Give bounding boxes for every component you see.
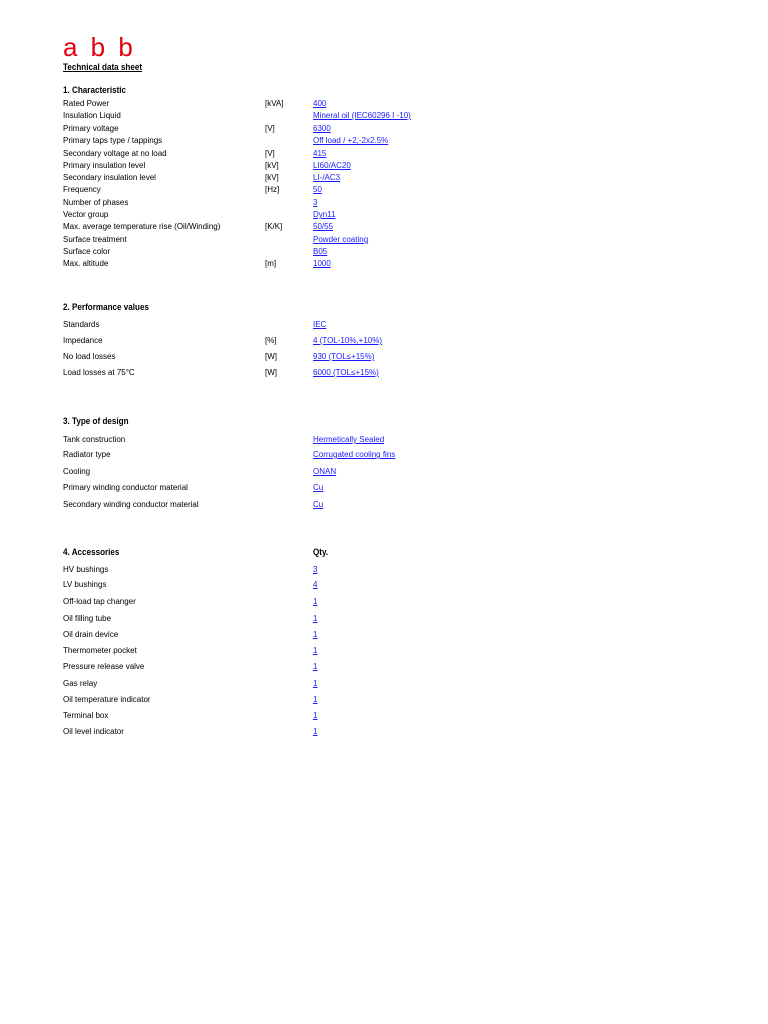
row-value-link[interactable]: Mineral oil (IEC60296 I -10)	[313, 111, 411, 120]
row-label: Primary insulation level	[63, 161, 146, 170]
table-row	[0, 351, 768, 362]
row-value-link[interactable]: 4	[313, 580, 318, 589]
table-row	[0, 710, 768, 721]
row-label: Primary winding conductor material	[63, 483, 188, 492]
row-unit: [kV]	[265, 173, 279, 182]
row-value-link[interactable]: LI-/AC3	[313, 173, 341, 182]
row-label: HV bushings	[63, 565, 109, 574]
row-unit: [Hz]	[265, 185, 280, 194]
row-label: Standards	[63, 320, 100, 329]
row-value-link[interactable]: 400	[313, 99, 327, 108]
table-row	[0, 613, 768, 624]
row-value-link[interactable]: 1	[313, 711, 318, 720]
section-title-performance: 2. Performance values	[63, 302, 150, 312]
row-label: No load losses	[63, 352, 116, 361]
table-row	[0, 466, 768, 477]
row-value-link[interactable]: Off load / +2,-2x2.5%	[313, 136, 389, 145]
section-title-design: 3. Type of design	[63, 416, 129, 426]
table-row	[0, 258, 768, 269]
row-value-link[interactable]: 50/55	[313, 222, 334, 231]
table-row	[0, 98, 768, 109]
row-label: Number of phases	[63, 198, 129, 207]
row-value-link[interactable]: 4 (TOL-10%,+10%)	[313, 336, 382, 345]
row-label: Pressure release valve	[63, 662, 145, 671]
table-row	[0, 184, 768, 195]
row-label: Surface treatment	[63, 235, 127, 244]
row-label: Max. average temperature rise (Oil/Winding)	[63, 222, 221, 231]
row-label: Gas relay	[63, 679, 98, 688]
section-title-characteristic: 1. Characteristic	[63, 85, 127, 95]
row-label: Insulation Liquid	[63, 111, 121, 120]
row-value-link[interactable]: 6000 (TOL≤+15%)	[313, 368, 379, 377]
table-row	[0, 319, 768, 330]
row-unit: [m]	[265, 259, 277, 268]
table-row	[0, 172, 768, 183]
row-label: Secondary winding conductor material	[63, 500, 199, 509]
table-row	[0, 234, 768, 245]
document-title: Technical data sheet	[63, 62, 143, 72]
section-title-accessories: 4. Accessories	[63, 547, 120, 557]
table-row	[0, 449, 768, 460]
row-value-link[interactable]: Corrugated cooling fins	[313, 450, 396, 459]
row-value-link[interactable]: Hermetically Sealed	[313, 435, 385, 444]
row-label: Secondary voltage at no load	[63, 149, 167, 158]
row-value-link[interactable]: 1	[313, 679, 318, 688]
row-label: Impedance	[63, 336, 103, 345]
row-value-link[interactable]: 3	[313, 565, 318, 574]
row-value-link[interactable]: 1	[313, 727, 318, 736]
row-value-link[interactable]: 1	[313, 630, 318, 639]
row-value-link[interactable]: 930 (TOL≤+15%)	[313, 352, 375, 361]
table-row	[0, 135, 768, 146]
table-row	[0, 482, 768, 493]
row-label: Load losses at 75°C	[63, 368, 135, 377]
row-label: Radiator type	[63, 450, 111, 459]
table-row	[0, 694, 768, 705]
row-value-link[interactable]: Cu	[313, 483, 324, 492]
table-row	[0, 160, 768, 171]
row-label: Oil drain device	[63, 630, 119, 639]
table-row	[0, 645, 768, 656]
row-value-link[interactable]: B05	[313, 247, 328, 256]
table-row	[0, 434, 768, 445]
row-label: Primary voltage	[63, 124, 119, 133]
row-value-link[interactable]: Powder coating	[313, 235, 369, 244]
table-row	[0, 335, 768, 346]
row-label: Surface color	[63, 247, 111, 256]
row-label: Off-load tap changer	[63, 597, 136, 606]
row-label: Terminal box	[63, 711, 109, 720]
row-unit: [W]	[265, 368, 277, 377]
row-value-link[interactable]: Cu	[313, 500, 324, 509]
qty-column-header: Qty.	[313, 547, 329, 557]
row-label: Oil level indicator	[63, 727, 124, 736]
table-row	[0, 499, 768, 510]
table-row	[0, 209, 768, 220]
row-label: LV bushings	[63, 580, 107, 589]
row-label: Oil temperature indicator	[63, 695, 151, 704]
row-unit: [%]	[265, 336, 277, 345]
row-value-link[interactable]: Dyn11	[313, 210, 336, 219]
row-label: Vector group	[63, 210, 109, 219]
row-value-link[interactable]: 1	[313, 662, 318, 671]
row-value-link[interactable]: 3	[313, 198, 318, 207]
table-row	[0, 197, 768, 208]
row-value-link[interactable]: 1000	[313, 259, 331, 268]
row-label: Thermometer pocket	[63, 646, 137, 655]
row-unit: [W]	[265, 352, 277, 361]
row-label: Frequency	[63, 185, 101, 194]
row-value-link[interactable]: 1	[313, 614, 318, 623]
row-label: Primary taps type / tappings	[63, 136, 163, 145]
row-unit: [V]	[265, 149, 275, 158]
table-row	[0, 246, 768, 257]
table-row	[0, 123, 768, 134]
row-label: Secondary insulation level	[63, 173, 156, 182]
table-row	[0, 579, 768, 590]
row-value-link[interactable]: 1	[313, 646, 318, 655]
table-row	[0, 564, 768, 575]
row-value-link[interactable]: LI60/AC20	[313, 161, 351, 170]
table-row	[0, 629, 768, 640]
row-label: Cooling	[63, 467, 91, 476]
row-unit: [K/K]	[265, 222, 283, 231]
row-unit: [kV]	[265, 161, 279, 170]
row-unit: [kVA]	[265, 99, 284, 108]
table-row	[0, 596, 768, 607]
table-row	[0, 678, 768, 689]
row-value-link[interactable]: IEC	[313, 320, 327, 329]
row-value-link[interactable]: 415	[313, 149, 327, 158]
table-row	[0, 221, 768, 232]
row-value-link[interactable]: 1	[313, 695, 318, 704]
table-row	[0, 726, 768, 737]
row-label: Rated Power	[63, 99, 110, 108]
table-row	[0, 661, 768, 672]
row-value-link[interactable]: ONAN	[313, 467, 337, 476]
table-row	[0, 367, 768, 378]
row-value-link[interactable]: 1	[313, 597, 318, 606]
row-label: Max. altitude	[63, 259, 109, 268]
table-row	[0, 148, 768, 159]
table-row	[0, 110, 768, 121]
row-unit: [V]	[265, 124, 275, 133]
row-value-link[interactable]: 6300	[313, 124, 331, 133]
row-value-link[interactable]: 50	[313, 185, 322, 194]
row-label: Oil filling tube	[63, 614, 112, 623]
company-logo: a b b	[63, 32, 136, 62]
row-label: Tank construction	[63, 435, 126, 444]
